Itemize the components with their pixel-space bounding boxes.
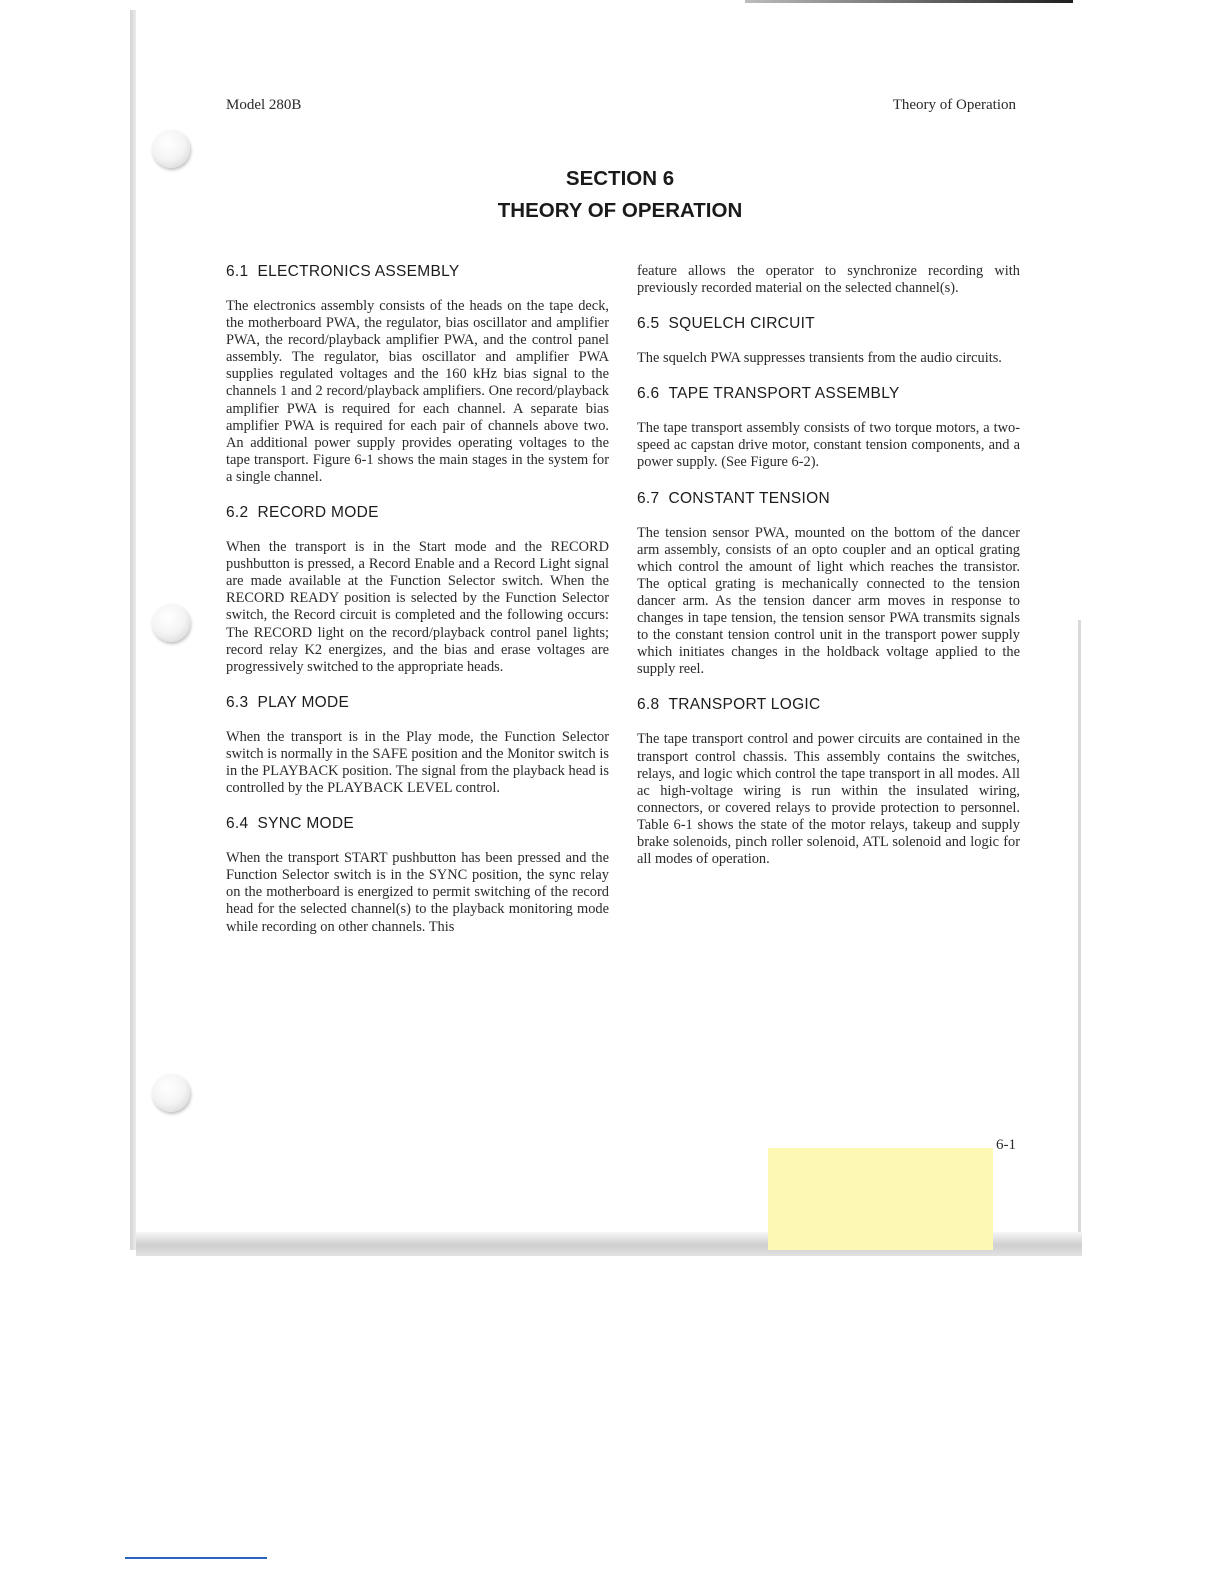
top-edge-rule <box>745 0 1073 3</box>
section-heading <box>637 385 1020 403</box>
right-column <box>637 263 1020 886</box>
section-number: 6.2 <box>226 504 249 522</box>
section-number: 6.8 <box>637 696 660 714</box>
section-paragraph: The squelch PWA suppresses transients from the audio circuits. <box>637 350 1002 367</box>
section-heading <box>637 315 1020 333</box>
page-left-edge <box>130 10 136 1250</box>
section-number: 6.6 <box>637 385 660 403</box>
section-number-title: SECTION 6 <box>565 167 675 190</box>
section-paragraph: The tape transport assembly consists of two torque motors, a two-speed ac capstan drive motor, constant tension components, and a power supply. (See Figure 6-2). <box>637 420 1020 471</box>
section-heading <box>226 815 609 833</box>
section-paragraph: When the transport is in the Play mode, the Function Selector switch is normally in the SAFE position and the Monitor switch is in the PLAYBACK position. The signal from the playback head is controlled by the PLAYBACK LEVEL control. <box>226 728 609 797</box>
running-header-chapter: Theory of Operation <box>892 97 1016 113</box>
section-number: 6.4 <box>226 815 249 833</box>
page-right-edge <box>1078 620 1081 1240</box>
section-paragraph: When the transport is in the Start mode and the RECORD pushbutton is pressed, a Record Enable and a Record Light signal are made available at the Function Selector switch. When the RECORD READY position is selected by the Function Selector switch, the Record circuit is completed and the following occurs: The RECORD light on the record/playback control panel lights; record relay K2 energizes, and the bias and erase voltages are progressively switched to the appropriate heads. <box>226 539 609 675</box>
section-paragraph-continued: feature allows the operator to synchronize recording with previously recorded material on the selected channel(s). <box>637 263 1020 297</box>
running-header-model: Model 280B <box>226 97 302 113</box>
section-heading <box>637 490 1020 508</box>
sticky-note <box>768 1148 993 1250</box>
section-heading <box>226 263 609 281</box>
section-heading-text: CONSTANT TENSION <box>668 489 830 507</box>
section-heading-text: ELECTRONICS ASSEMBLY <box>257 263 460 280</box>
binder-hole-top <box>152 130 190 168</box>
section-heading-text: TRANSPORT LOGIC <box>668 696 821 714</box>
section-paragraph: The tension sensor PWA, mounted on the bottom of the dancer arm assembly, consists of an opto coupler and an optical grating which control the amount of light which reaches the transistor. The optical grating is mechanically connected to the tension dancer arm. As the tension dancer arm moves in response to changes in tape tension, the tension sensor PWA transmits signals to the constant tension control unit in the transport power supply which initiates changes in the holdback voltage applied to the supply reel. <box>637 524 1020 678</box>
section-paragraph: The tape transport control and power circuits are contained in the transport control chassis. This assembly contains the switches, relays, and logic which control the tape transport in all modes. All ac high-voltage wiring is run within the insulated wiring, connectors, or covered relays to provide protection to personnel. Table 6-1 shows the state of the motor relays, takeup and supply brake solenoids, pinch roller solenoid, ATL solenoid and logic for all modes of operation. <box>637 731 1020 868</box>
section-heading <box>637 696 1020 714</box>
section-number: 6.1 <box>226 263 249 280</box>
section-paragraph: When the transport START pushbutton has been pressed and the Function Selector switch is in the SYNC position, the sync relay on the motherboard is energized to permit switching of the record head for the selected channel(s) to the playback monitoring mode while recording on other channels. This <box>226 850 609 935</box>
page-number: 6-1 <box>996 1137 1016 1153</box>
section-heading <box>226 504 609 522</box>
section-heading-text: SYNC MODE <box>257 815 355 833</box>
binder-hole-middle <box>152 604 190 642</box>
section-number: 6.3 <box>226 693 249 711</box>
section-heading-text: TAPE TRANSPORT ASSEMBLY <box>668 385 900 403</box>
section-heading-text: SQUELCH CIRCUIT <box>668 315 816 333</box>
bottom-blue-line <box>125 1557 267 1559</box>
section-heading-text: PLAY MODE <box>257 693 350 711</box>
section-name-title: THEORY OF OPERATION <box>497 199 743 222</box>
section-paragraph: The electronics assembly consists of the heads on the tape deck, the motherboard PWA, the regulator, bias oscillator and amplifier PWA, the record/playback amplifier PWA, and the control panel assembly. The regulator, bias oscillator and amplifier PWA supplies regulated voltages and the 160 kHz bias signal to the channels 1 and 2 record/playback amplifiers. One record/playback amplifier PWA is required for each channel. A separate bias amplifier PWA is required for each pair of channels above two. An additional power supply provides operating voltages to the tape transport. Figure 6-1 shows the main stages in the system for a single channel. <box>226 298 609 485</box>
binder-hole-bottom <box>152 1074 190 1112</box>
section-number: 6.5 <box>637 315 660 333</box>
section-heading-text: RECORD MODE <box>257 504 379 522</box>
section-heading <box>226 694 609 712</box>
left-column <box>226 263 609 954</box>
section-number: 6.7 <box>637 489 660 507</box>
